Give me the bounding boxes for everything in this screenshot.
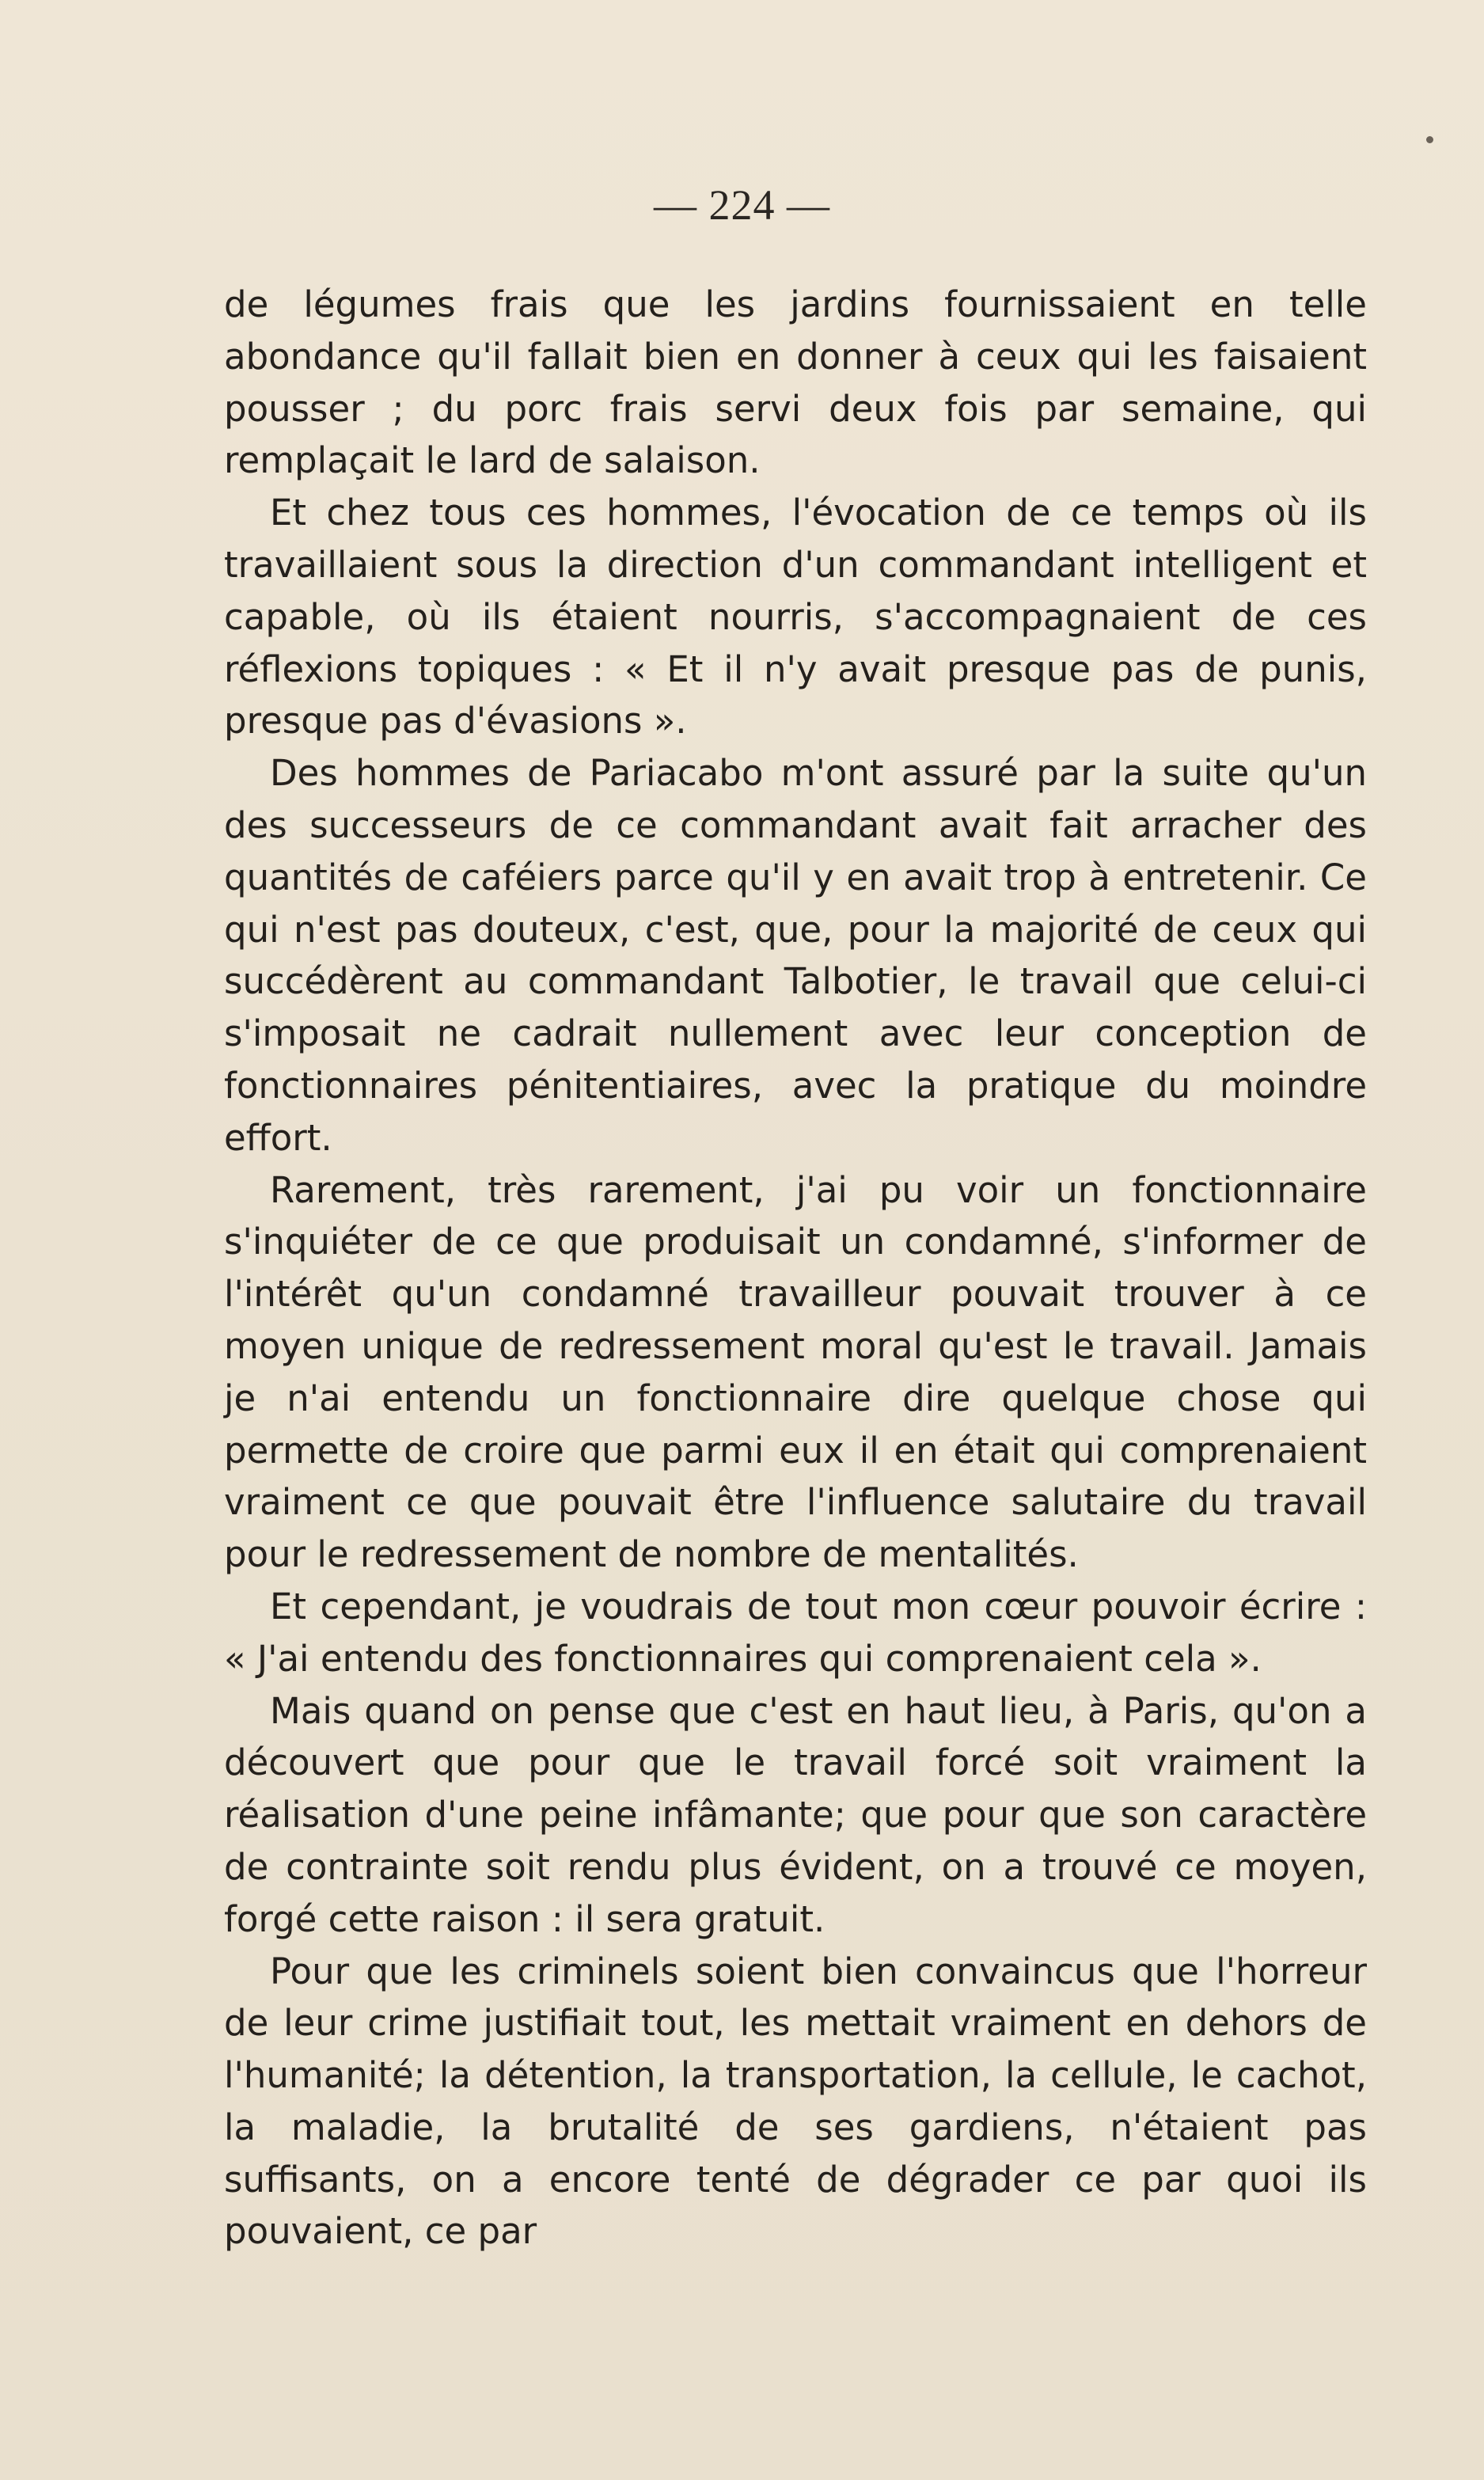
paragraph-1: de légumes frais que les jardins fournissaient en telle abondance qu'il fallait bien en donner à ceux qui les faisaient pousser ; du porc frais servi deux fois par semaine, qui remplaçait le lard de salaison.: [224, 283, 1367, 482]
paragraph-6: Mais quand on pense que c'est en haut lieu, à Paris, qu'on a découvert que pour que le travail forcé soit vraiment la réalisation d'une peine infâmante; que pour que son caractère de contrainte soit rendu plus évident, on a trouvé ce moyen, forgé cette raison : il sera gratuit.: [224, 1689, 1367, 1940]
paragraph-5: Et cependant, je voudrais de tout mon cœur pouvoir écrire : « J'ai entendu des fonctionnaires qui comprenaient cela ».: [224, 1585, 1367, 1680]
paragraph-3: Des hommes de Pariacabo m'ont assuré par la suite qu'un des successeurs de ce commandant avait fait arracher des quantités de caféiers parce qu'il y en avait trop à entretenir. Ce qui n'est pas douteux, c'est, que, pour la majorité de ceux qui succédèrent au commandant Talbotier, le travail que celui-ci s'imposait ne cadrait nullement avec leur conception de fonctionnaires pénitentiaires, avec la pratique du moindre effort.: [224, 752, 1367, 1159]
page-number: — 224 —: [654, 181, 830, 229]
paragraph-7: Pour que les criminels soient bien convaincus que l'horreur de leur crime justifiait tout, les mettait vraiment en dehors de l'humanité; la détention, la transportation, la cellule, le cachot, la maladie, la brutalité de ses gardiens, n'étaient pas suffisants, on a encore tenté de dégrader ce par quoi ils pouvaient, ce par: [224, 1950, 1367, 2253]
paragraph-4: Rarement, très rarement, j'ai pu voir un fonctionnaire s'inquiéter de ce que produisait un condamné, s'informer de l'intérêt qu'un condamné travailleur pouvait trouver à ce moyen unique de redressement moral qu'est le travail. Jamais je n'ai entendu un fonctionnaire dire quelque chose qui permette de croire que parmi eux il en était qui comprenaient vraiment ce que pouvait être l'influence salutaire du travail pour le redressement de nombre de mentalités.: [224, 1168, 1367, 1576]
paragraph-2: Et chez tous ces hommes, l'évocation de ce temps où ils travaillaient sous la direction d'un commandant intelligent et capable, où ils étaient nourris, s'accompagnaient de ces réflexions topiques : « Et il n'y avait presque pas de punis, presque pas d'évasions ».: [224, 492, 1367, 742]
paper-speck: [1426, 136, 1433, 143]
body-text: [224, 279, 1367, 2258]
